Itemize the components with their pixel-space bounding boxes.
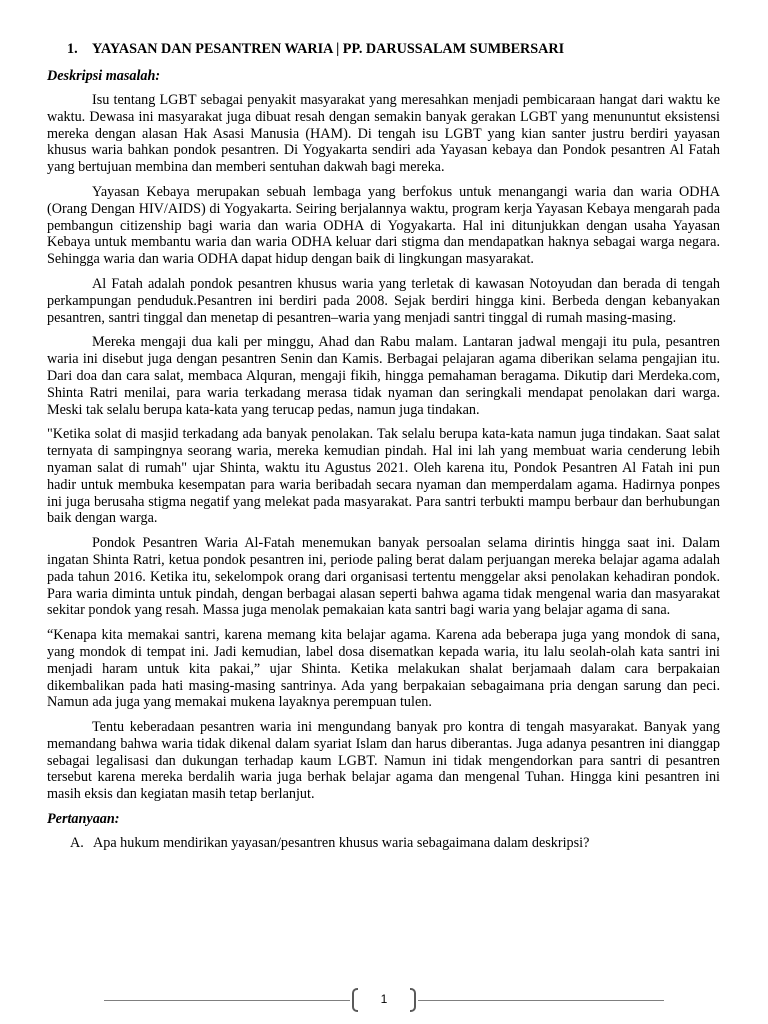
paragraph-3: Al Fatah adalah pondok pesantren khusus waria yang terletak di kawasan Notoyudan dan berada di tengah perkampungan penduduk.Pesantren ini berdiri pada 2008. Sejak berdiri hingga kini. Berbeda dengan kebanyakan pesantren, santri tinggal dan menetap di pesantren–waria yang menjadi santri tinggal di rumah masing-masing. bbox=[47, 275, 720, 326]
section-title: YAYASAN DAN PESANTREN WARIA | PP. DARUSSALAM SUMBERSARI bbox=[92, 41, 565, 57]
questions-label: Pertanyaan: bbox=[47, 811, 120, 828]
page-footer bbox=[104, 988, 664, 1014]
footer-bracket-left bbox=[352, 988, 358, 1012]
footer-rule-left bbox=[104, 1000, 350, 1001]
question-item bbox=[47, 835, 720, 852]
paragraph-4: Mereka mengaji dua kali per minggu, Ahad dan Rabu malam. Lantaran jadwal mengaji itu pula, pesantren waria ini disebut juga dengan pesantren Senin dan Kamis. Berbagai pelajaran agama diberikan selama pengajian itu. Dari doa dan cara salat, membaca Alquran, mengaji fikih, hingga pemahaman beragama. Dikutip dari Merdeka.com, Shinta Ratri menilai, para waria terkadang merasa tidak nyaman dan seringkali mendapat penolakan dari warga. Meski tak selalu berupa kata-kata yang terucap pedas, namun juga tindakan. bbox=[47, 334, 720, 418]
section-heading bbox=[47, 40, 720, 58]
section-number: 1. bbox=[67, 41, 78, 57]
footer-bracket-right bbox=[410, 988, 416, 1012]
paragraph-7-quote: “Kenapa kita memakai santri, karena memang kita belajar agama. Karena ada beberapa juga yang mondok di sana, yang mondok di tempat ini. Jadi kemudian, label dosa disematkan kepada waria, itu lalu seolah-olah kata santri ini menjadi haram untuk kita pakai,” ujar Shinta. Ketika melakukan shalat berjamaah dalam cara berpakaian dikembalikan pada hati masing-masing santrinya. Ada yang berpakaian sebagaimana pria dengan sarung dan peci. Namun ada juga yang memakai mukena layaknya perempuan tulen. bbox=[47, 627, 720, 711]
paragraph-6: Pondok Pesantren Waria Al-Fatah menemukan banyak persoalan selama dirintis hingga saat ini. Dalam ingatan Shinta Ratri, ketua pondok pesantren ini, periode paling berat dalam perjuangan mereka belajar agama adalah pada tahun 2016. Ketika itu, sekelompok orang dari organisasi tertentu menggelar aksi penolakan kehadiran pondok. Para waria diminta untuk pindah, dengan berbagai alasan seperti bahwa agama tidak mengenal waria dan masyarakat sekitar pondok yang resah. Massa juga menolak pemakaian kata santri bagi waria yang belajar agama di sana. bbox=[47, 535, 720, 619]
paragraph-5-quote: "Ketika solat di masjid terkadang ada banyak penolakan. Tak selalu berupa kata-kata namun juga tindakan. Saat salat ternyata di sampingnya seorang waria, mereka kemudian pindah. Hal ini lah yang membuat waria cenderung lebih nyaman salat di rumah" ujar Shinta, waktu itu Agustus 2021. Oleh karena itu, Pondok Pesantren Al Fatah ini pun hadir untuk membuka kesempatan para waria beribadah secara nyaman dan memperdalam agama. Hadirnya ponpes ini juga berusaha stigma negatif yang melekat pada masyarakat. Para santri terbukti mampu berbaur dan berhubungan baik dengan warga. bbox=[47, 426, 720, 527]
paragraph-8: Tentu keberadaan pesantren waria ini mengundang banyak pro kontra di tengah masyarakat. Banyak yang memandang bahwa waria tidak dikenal dalam syariat Islam dan harus diberantas. Juga adanya pesantren ini dianggap sebagai legalisasi dan dukungan terhadap kaum LGBT. Namun ini tidak mengendorkan para santri di pesantren tersebut karena mereka berdalih waria juga berhak belajar agama dan mengenal Tuhan. Hingga kini pesantren ini masih eksis dan kegiatan masih tetap berlanjut. bbox=[47, 719, 720, 803]
document-page bbox=[47, 40, 720, 852]
footer-rule-right bbox=[418, 1000, 664, 1001]
question-text: Apa hukum mendirikan yayasan/pesantren khusus waria sebagaimana dalam deskripsi? bbox=[93, 835, 590, 852]
question-letter: A. bbox=[70, 835, 84, 852]
paragraph-1: Isu tentang LGBT sebagai penyakit masyarakat yang meresahkan menjadi pembicaraan hangat dari waktu ke waktu. Dewasa ini masyarakat juga dibuat resah dengan semakin banyak gerakan LGBT yang menununtut eksistensi mereka dengan alasan Hak Asasi Manusia (HAM). Di tengah isu LGBT yang kian santer justru berdiri yayasan khusus waria bahkan pondok pesantren. Di Yogyakarta sendiri ada Yayasan kebaya dan Pondok pesantren Al Fatah yang bertujuan membina dan memberi sentuhan dakwah bagi mereka. bbox=[47, 92, 720, 176]
paragraph-2: Yayasan Kebaya merupakan sebuah lembaga yang berfokus untuk menangangi waria dan waria ODHA (Orang Dengan HIV/AIDS) di Yogyakarta. Seiring berjalannya waktu, program kerja Yayasan Kebaya mengarah pada pembangun citizenship bagi waria dan waria ODHA di Yogyakarta. Hal ini ditunjukkan dengan usaha Yayasan Kebaya untuk membantu waria dan waria ODHA keluar dari stigma dan mendapatkan haknya sebagai warga negara. Sehingga waria dan waria ODHA dapat hidup dengan baik di lingkungan masyarakat. bbox=[47, 183, 720, 268]
description-label: Deskripsi masalah: bbox=[47, 68, 161, 84]
page-number: 1 bbox=[380, 992, 388, 1006]
